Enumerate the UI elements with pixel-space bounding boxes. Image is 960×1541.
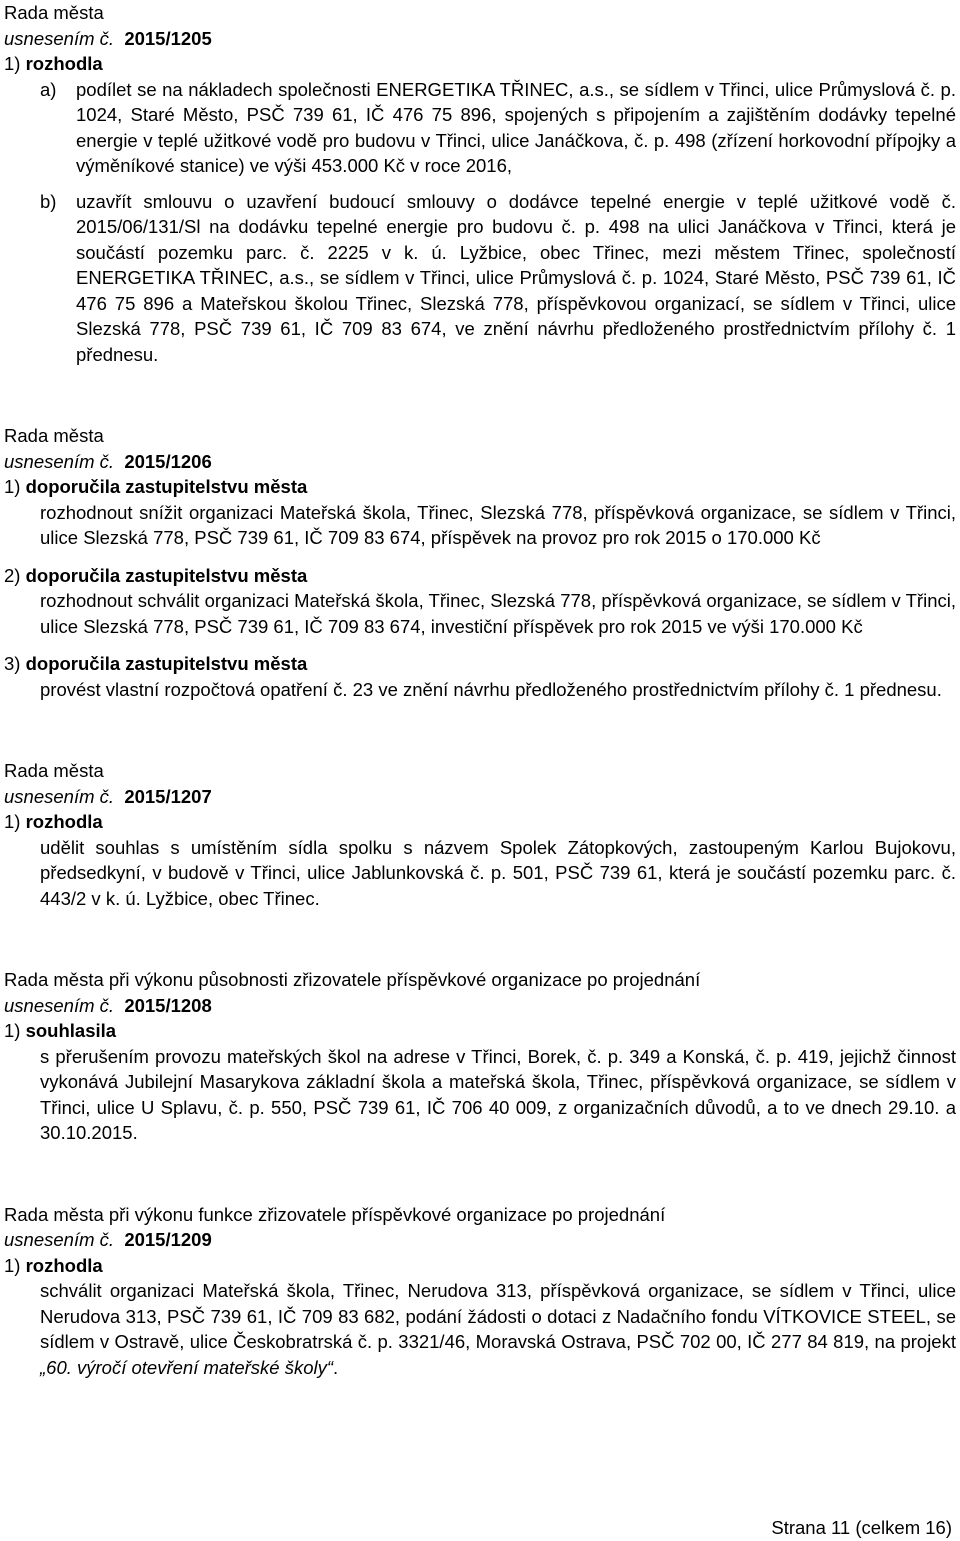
item-heading: 1) rozhodla: [4, 1254, 103, 1276]
item-text: rozhodnout snížit organizaci Mateřská škola, Třinec, Slezská 778, příspěvková organizace, se sídlem v Třinci, ulice Slezská 778, PSČ 739 61, IČ 709 83 674, příspěvek na provoz pro rok 2015 o 170.000 Kč: [40, 501, 956, 548]
council-heading: Rada města při výkonu působnosti zřizovatele příspěvkové organizace po projednání: [4, 969, 701, 990]
subitem-a: a) podílet se na nákladech společnosti ENERGETIKA TŘINEC, a.s., se sídlem v Třinci, ulice Průmyslová č. p. 1024, Staré Město, PSČ 739 61, IČ 476 75 896, spojených s připojením a zajištěním dodávky tepelné energie v teplé užitkové vodě pro budovu v Třinci, ulice Janáčkova, č. p. 498 (zřízení horkovodní přípojky a výměníkové stanice) ve výši 453.000 Kč v roce 2016,: [40, 78, 956, 176]
resolution-number: usnesením č. 2015/1207: [4, 785, 212, 807]
council-heading: Rada města: [4, 760, 104, 781]
document-page: [4, 0, 956, 1380]
resolution-number: usnesením č. 2015/1209: [4, 1229, 212, 1250]
council-heading: Rada města: [4, 425, 104, 446]
item-text: rozhodnout schválit organizaci Mateřská škola, Třinec, Slezská 778, příspěvková organizace, se sídlem v Třinci, ulice Slezská 778, PSČ 739 61, IČ 709 83 674, investiční příspěvek pro rok 2015 ve výši 170.000 Kč: [40, 590, 956, 637]
council-heading: Rada města: [4, 2, 104, 23]
item-text: udělit souhlas s umístěním sídla spolku s názvem Spolek Zátopkových, zastoupeným Karlou Bujokovu, předsedkyní, v budově v Třinci, ulice Jablunkovská č. p. 501, PSČ 739 61, která je součástí pozemku parc. č. 443/2 v k. ú. Lyžbice, obec Třinec.: [40, 836, 956, 909]
item-heading: 2) doporučila zastupitelstvu města: [4, 564, 308, 586]
item-heading: 1) doporučila zastupitelstvu města: [4, 476, 308, 497]
resolution-block-1209: [4, 1202, 956, 1381]
page-footer: Strana 11 (celkem 16): [771, 1517, 952, 1538]
resolution-block-1206: [4, 423, 956, 702]
item-heading: 1) rozhodla: [4, 53, 103, 74]
item-text: provést vlastní rozpočtová opatření č. 23 ve znění návrhu předloženého prostřednictvím přílohy č. 1 přednesu.: [40, 678, 942, 700]
resolution-block-1208: [4, 967, 956, 1146]
resolution-number: usnesením č. 2015/1208: [4, 994, 212, 1016]
resolution-block-1207: [4, 758, 956, 911]
item-heading: 1) souhlasila: [4, 1020, 117, 1041]
item-heading: 1) rozhodla: [4, 811, 103, 832]
resolution-number: usnesením č. 2015/1206: [4, 450, 212, 472]
item-text: schválit organizaci Mateřská škola, Třinec, Nerudova 313, příspěvková organizace, se sídlem v Třinci, ulice Nerudova 313, PSČ 739 61, IČ 709 83 682, podání žádosti o dotaci z Nadačního fondu VÍTKOVICE STEEL, se sídlem v Ostravě, ulice Českobratrská č. p. 3321/46, Moravská Ostrava, PSČ 702 00, IČ 277 84 819, na projekt „60. výročí otevření mateřské školy“.: [40, 1280, 956, 1378]
resolution-block-1205: [4, 0, 956, 367]
item-text: s přerušením provozu mateřských škol na adrese v Třinci, Borek, č. p. 349 a Konská, č. p. 419, jejichž činnost vykonává Jubilejní Masarykova základní škola a mateřská škola, Třinec, příspěvková organizace, se sídlem v Třinci, ulice U Splavu, č. p. 550, PSČ 739 61, IČ 706 40 009, z organizačních důvodů, a to ve dnech 29.10. a 30.10.2015.: [40, 1045, 956, 1143]
resolution-number: usnesením č. 2015/1205: [4, 27, 212, 49]
council-heading: Rada města při výkonu funkce zřizovatele příspěvkové organizace po projednání: [4, 1203, 666, 1225]
item-heading: 3) doporučila zastupitelstvu města: [4, 653, 308, 674]
subitem-b: b) uzavřít smlouvu o uzavření budoucí smlouvy o dodávce tepelné energie v teplé užitkové vodě č. 2015/06/131/Sl na dodávku tepelné energie pro budovu č. p. 498 na ulici Janáčkova v Třinci, která je součástí pozemku parc. č. 2225 v k. ú. Lyžbice, obec Třinec, mezi městem Třinec, společností ENERGETIKA TŘINEC, a.s., se sídlem v Třinci, ulice Průmyslová č. p. 1024, Staré Město, PSČ 739 61, IČ 476 75 896 a Mateřskou školou Třinec, Slezská 778, příspěvkovou organizací, se sídlem v Třinci, ulice Slezská 778, PSČ 739 61, IČ 709 83 674, ve znění návrhu předloženého prostřednictvím přílohy č. 1 přednesu.: [40, 190, 956, 365]
